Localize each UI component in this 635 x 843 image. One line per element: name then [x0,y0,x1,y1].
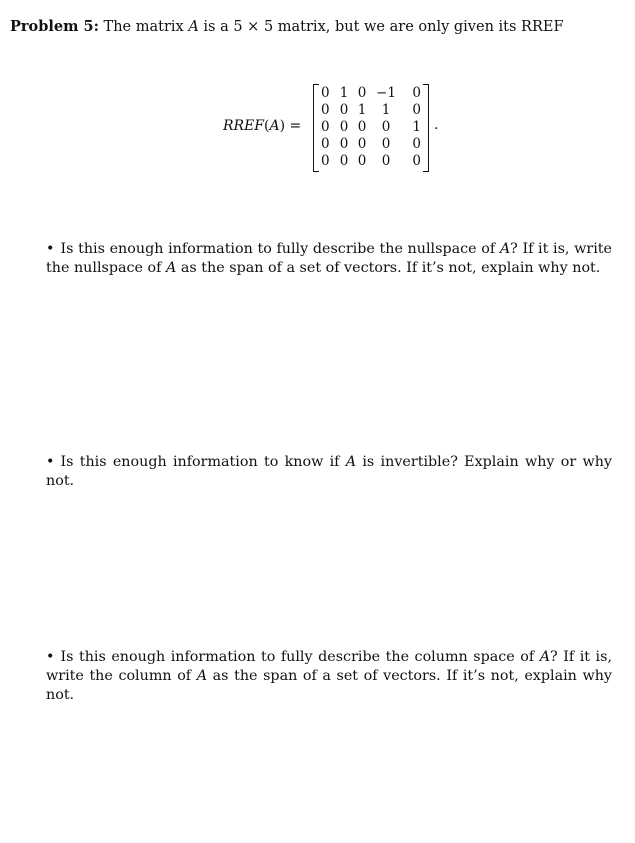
matrix-cell: 0 [381,119,391,135]
lhs-variable: A [269,118,280,134]
problem-text-2: is a 5 × 5 matrix, but we are only given its RREF [203,19,564,35]
problem-label: Problem 5: [10,18,99,35]
matrix-cell: 0 [381,136,391,152]
bullet-icon: • [46,649,55,665]
problem-statement [10,18,564,35]
equation-lhs [223,118,301,134]
q1-variable-1: A [499,241,511,257]
lhs-open-paren: ( [264,118,270,134]
q3-variable-1: A [539,649,551,665]
matrix-cell: 0 [321,136,330,152]
q2-variable-1: A [345,454,357,470]
matrix-cell: 1 [357,102,367,118]
matrix-cell: 0 [321,85,330,101]
q3-variable-2: A [196,668,208,684]
matrix-cell: 0 [381,153,391,169]
matrix-cell: 0 [412,153,421,169]
matrix-cell: 0 [339,136,349,152]
q3-text-1: Is this enough information to fully describe the column space of [60,649,535,665]
bullet-icon: • [46,241,55,257]
matrix-right-bracket [423,84,429,172]
matrix-cell: 0 [321,119,330,135]
q1-text-3: as the span of a set of vectors. If it’s not, explain why not. [180,260,601,276]
matrix-variable: A [188,19,199,35]
equation-period: . [434,117,439,133]
matrix-cell: 1 [412,119,421,135]
matrix-cell: 0 [357,153,367,169]
q1-text-2: ? If it is, write the nullspace of [46,241,612,276]
matrix-cell: 0 [339,119,349,135]
matrix-cell: 0 [339,153,349,169]
matrix-cell: −1 [376,85,396,101]
q2-text-2: is invertible? Explain why or why not. [46,454,612,489]
matrix-cell: 0 [412,85,421,101]
rref-matrix [313,84,429,172]
q2-text-1: Is this enough information to know if [60,454,340,470]
matrix-cell: 0 [357,136,367,152]
bullet-icon: • [46,454,55,470]
matrix-cell: 0 [357,119,367,135]
matrix-cell: 0 [412,102,421,118]
matrix-grid [319,85,423,170]
matrix-cell: 0 [412,136,421,152]
lhs-close-equals: ) = [279,118,302,134]
question-column-space [46,648,612,705]
q1-variable-2: A [166,260,177,276]
q3-text-2: ? If it is, write the column of [46,649,612,684]
matrix-cell: 0 [321,102,330,118]
matrix-cell: 0 [357,85,367,101]
matrix-cell: 1 [381,102,391,118]
q1-text-1: Is this enough information to fully describe the nullspace of [60,241,496,257]
matrix-cell: 0 [321,153,330,169]
q3-text-3: as the span of a set of vectors. If it’s not, explain why not. [46,668,613,703]
rref-function: RREF [223,118,265,134]
question-nullspace [46,240,612,278]
question-invertible [46,453,612,491]
problem-text-1: The matrix [103,19,184,35]
matrix-cell: 1 [339,85,349,101]
matrix-cell: 0 [339,102,349,118]
